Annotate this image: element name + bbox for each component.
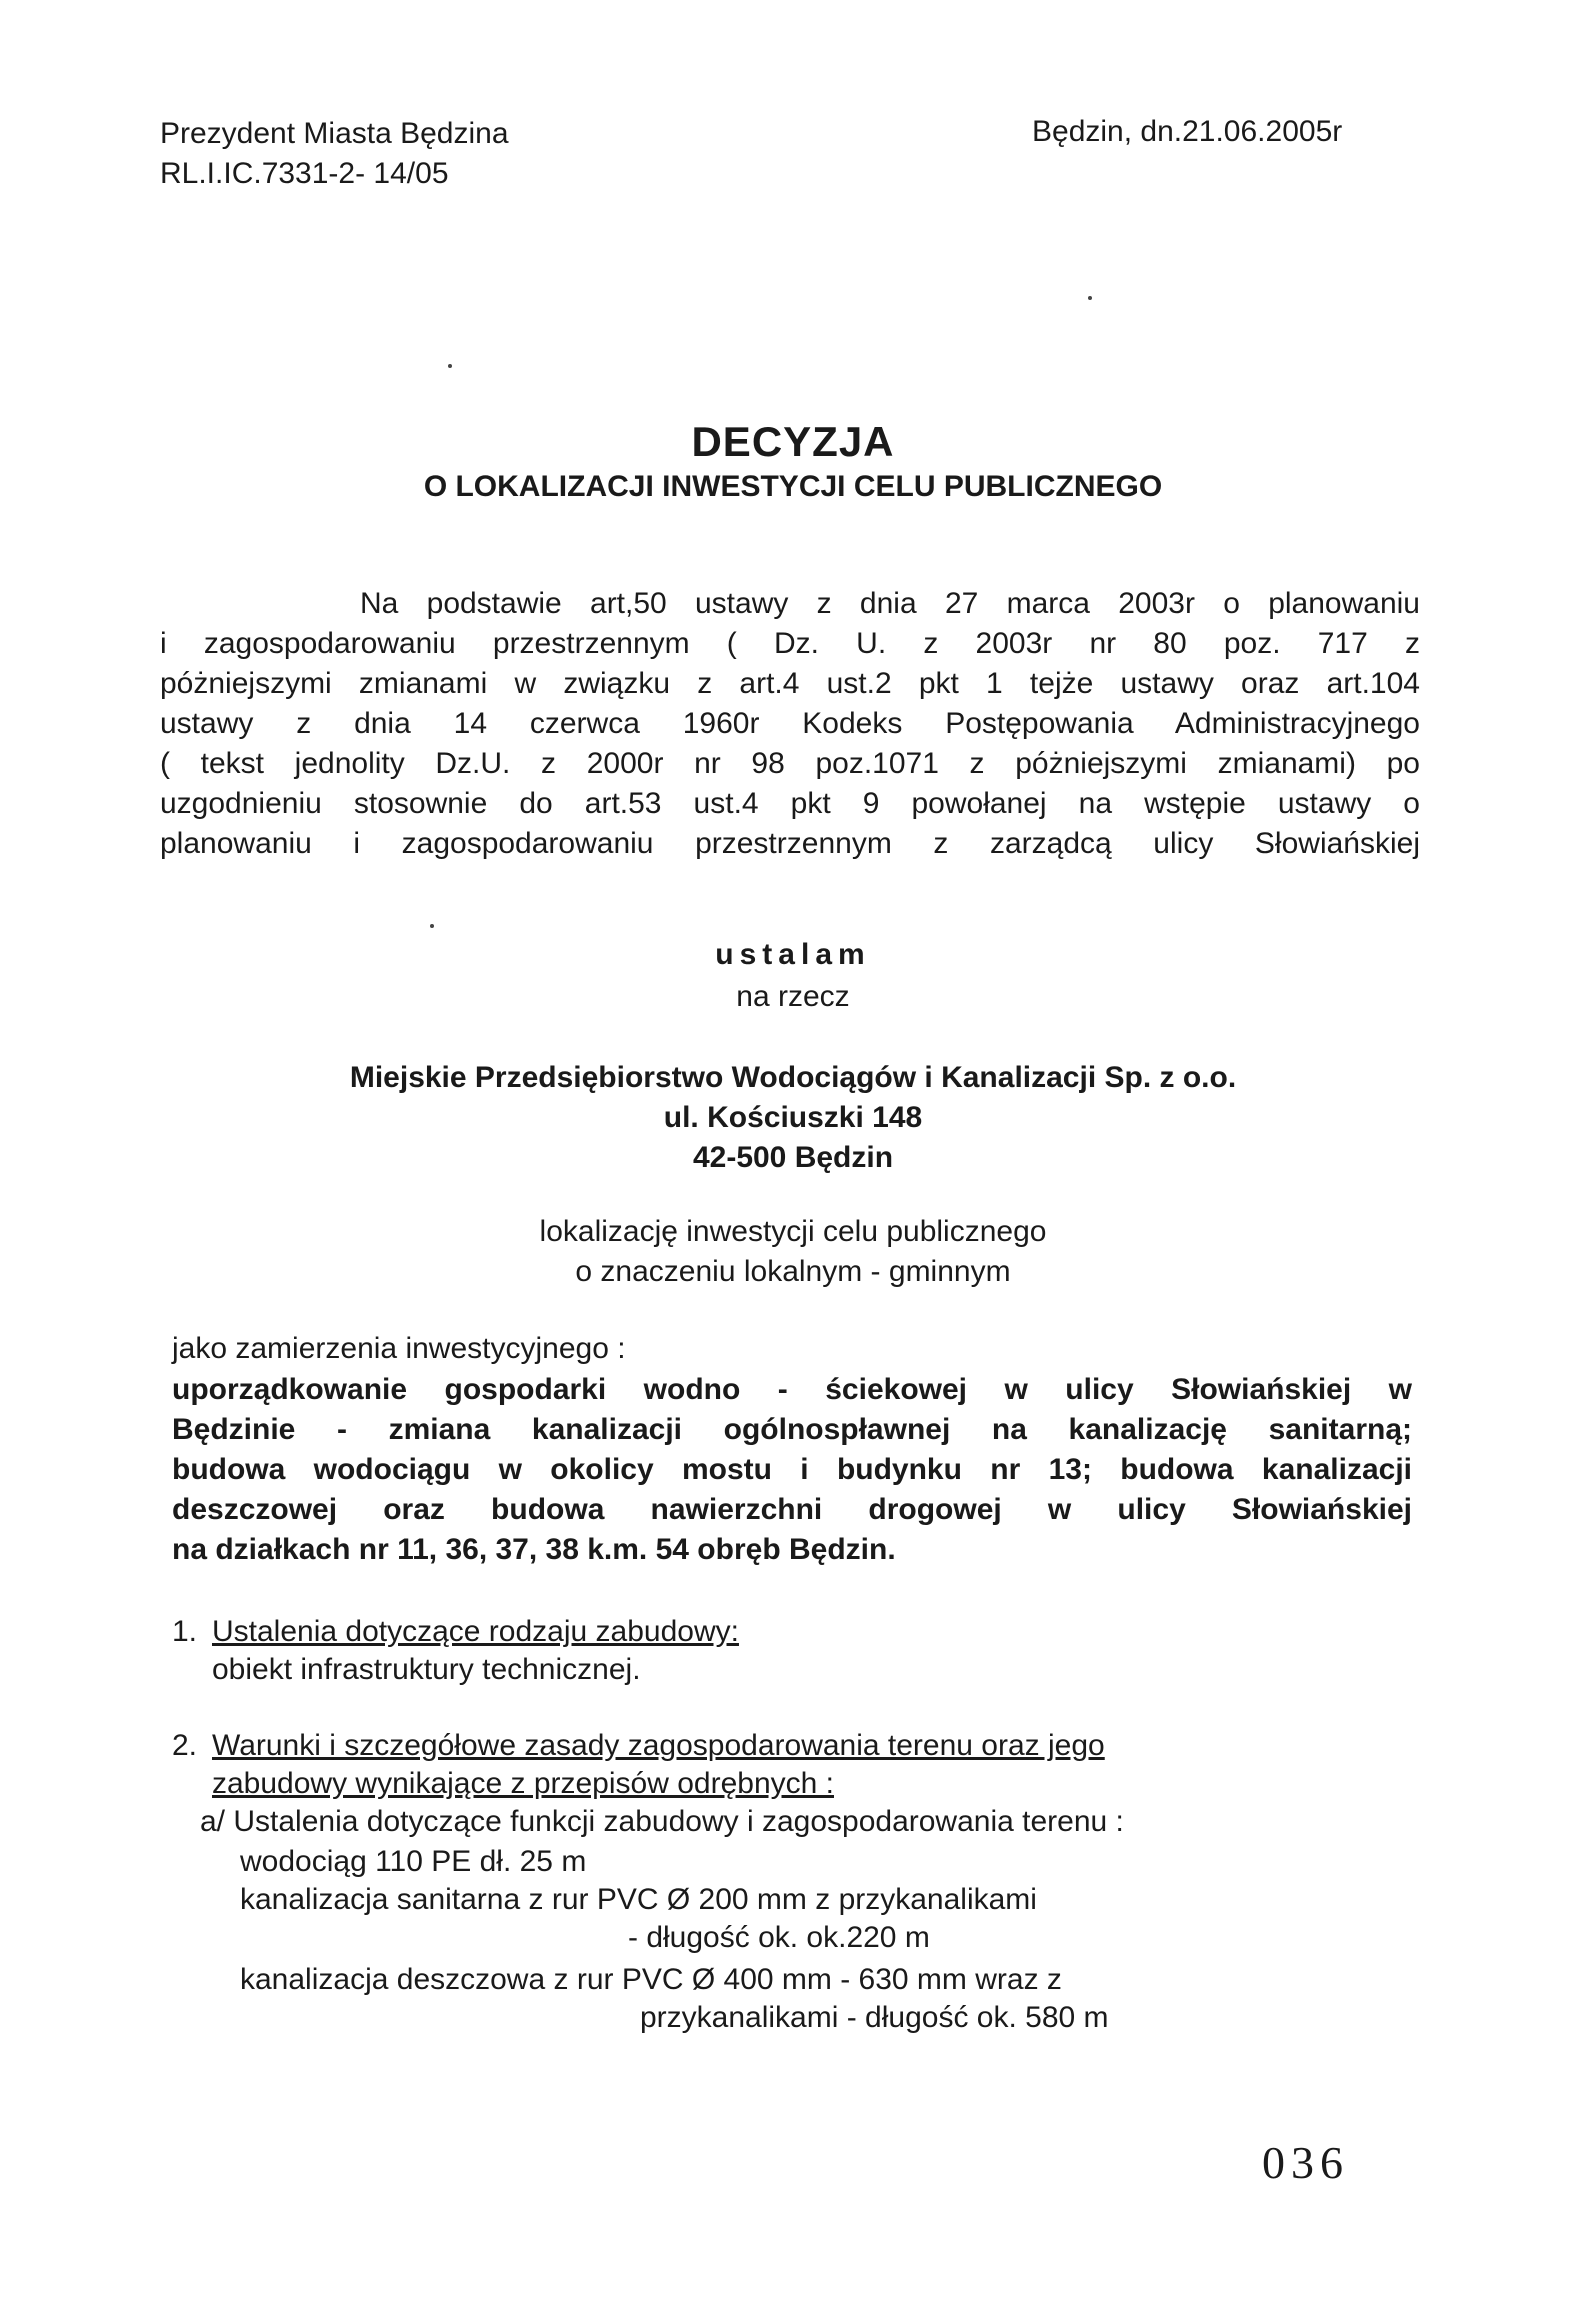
- legal-basis-line: i zagospodarowaniu przestrzennym ( Dz. U. z 2003r nr 80 poz. 717 z: [160, 627, 1420, 660]
- storm-sewer-length: przykanalikami - długość ok. 580 m: [640, 2001, 1109, 2034]
- section-1-text: obiekt infrastruktury technicznej.: [212, 1653, 641, 1686]
- water-main-item: wodociąg 110 PE dł. 25 m: [240, 1845, 587, 1878]
- page-number-stamp: 036: [1262, 2137, 1349, 2188]
- sanitary-sewer-length: - długość ok. ok.220 m: [628, 1921, 930, 1954]
- issuer: Prezydent Miasta Będzina: [160, 117, 509, 150]
- investment-line: budowa wodociągu w okolicy mostu i budynku nr 13; budowa kanalizacji: [172, 1453, 1412, 1486]
- investment-line: deszczowej oraz budowa nawierzchni drogowej w ulicy Słowiańskiej: [172, 1493, 1412, 1526]
- scan-speck: [430, 924, 434, 928]
- storm-sewer-item: kanalizacja deszczowa z rur PVC Ø 400 mm - 630 mm wraz z: [240, 1963, 1062, 1996]
- legal-basis-paragraph: [160, 584, 1420, 864]
- scan-speck: [448, 364, 452, 368]
- legal-basis-line: ( tekst jednolity Dz.U. z 2000r nr 98 poz.1071 z póżniejszymi zmianami) po: [160, 747, 1420, 780]
- document-subtitle: O LOKALIZACJI INWESTYCJI CELU PUBLICZNEGO: [423, 470, 1163, 503]
- location-block: [0, 1212, 1586, 1292]
- document-title: DECYZJA: [691, 418, 895, 465]
- section-2-heading-cont: zabudowy wynikające z przepisów odrębnych :: [212, 1767, 834, 1800]
- decision-for: na rzecz: [736, 980, 850, 1013]
- investment-line: uporządkowanie gospodarki wodno - ściekowej w ulicy Słowiańskiej w: [172, 1373, 1412, 1406]
- legal-basis-line: uzgodnieniu stosownie do art.53 ust.4 pkt 9 powołanej na wstępie ustawy o: [160, 787, 1420, 820]
- sanitary-sewer-item: kanalizacja sanitarna z rur PVC Ø 200 mm z przykanalikami: [240, 1883, 1037, 1916]
- legal-basis-line: póżniejszymi zmianami w związku z art.4 ust.2 pkt 1 tejże ustawy oraz art.104: [160, 667, 1420, 700]
- section-2-number: 2.: [172, 1729, 198, 1762]
- section-2-heading: Warunki i szczegółowe zasady zagospodarowania terenu oraz jego: [212, 1729, 1105, 1762]
- reference-number: RL.I.IC.7331-2- 14/05: [160, 157, 449, 190]
- investment-description: [172, 1370, 1412, 1570]
- recipient-name: Miejskie Przedsiębiorstwo Wodociągów i Kanalizacji Sp. z o.o.: [349, 1061, 1237, 1094]
- legal-basis-line: planowaniu i zagospodarowaniu przestrzennym z zarządcą ulicy Słowiańskiej: [160, 827, 1420, 860]
- section-2a-heading: a/ Ustalenia dotyczące funkcji zabudowy i zagospodarowania terenu :: [200, 1805, 1124, 1838]
- section-1-number: 1.: [172, 1615, 198, 1648]
- legal-basis-line: ustawy z dnia 14 czerwca 1960r Kodeks Postępowania Administracyjnego: [160, 707, 1420, 740]
- recipient-block: [0, 1058, 1586, 1178]
- header-left: [160, 114, 509, 194]
- location-line: o znaczeniu lokalnym - gminnym: [575, 1255, 1011, 1288]
- location-line: lokalizację inwestycji celu publicznego: [539, 1215, 1047, 1248]
- recipient-street: ul. Kościuszki 148: [663, 1101, 923, 1134]
- legal-basis-line: Na podstawie art,50 ustawy z dnia 27 marca 2003r o planowaniu: [360, 587, 1420, 620]
- investment-line: na działkach nr 11, 36, 37, 38 k.m. 54 obręb Będzin.: [172, 1533, 896, 1566]
- investment-line: Będzinie - zmiana kanalizacji ogólnospławnej na kanalizację sanitarną;: [172, 1413, 1412, 1446]
- scan-speck: [1088, 296, 1092, 300]
- place-date: Będzin, dn.21.06.2005r: [1032, 115, 1343, 148]
- recipient-city: 42-500 Będzin: [692, 1141, 894, 1174]
- investment-intro: jako zamierzenia inwestycyjnego :: [172, 1332, 626, 1365]
- section-1-heading: Ustalenia dotyczące rodzaju zabudowy:: [212, 1615, 739, 1648]
- decision-verb: ustalam: [715, 938, 871, 971]
